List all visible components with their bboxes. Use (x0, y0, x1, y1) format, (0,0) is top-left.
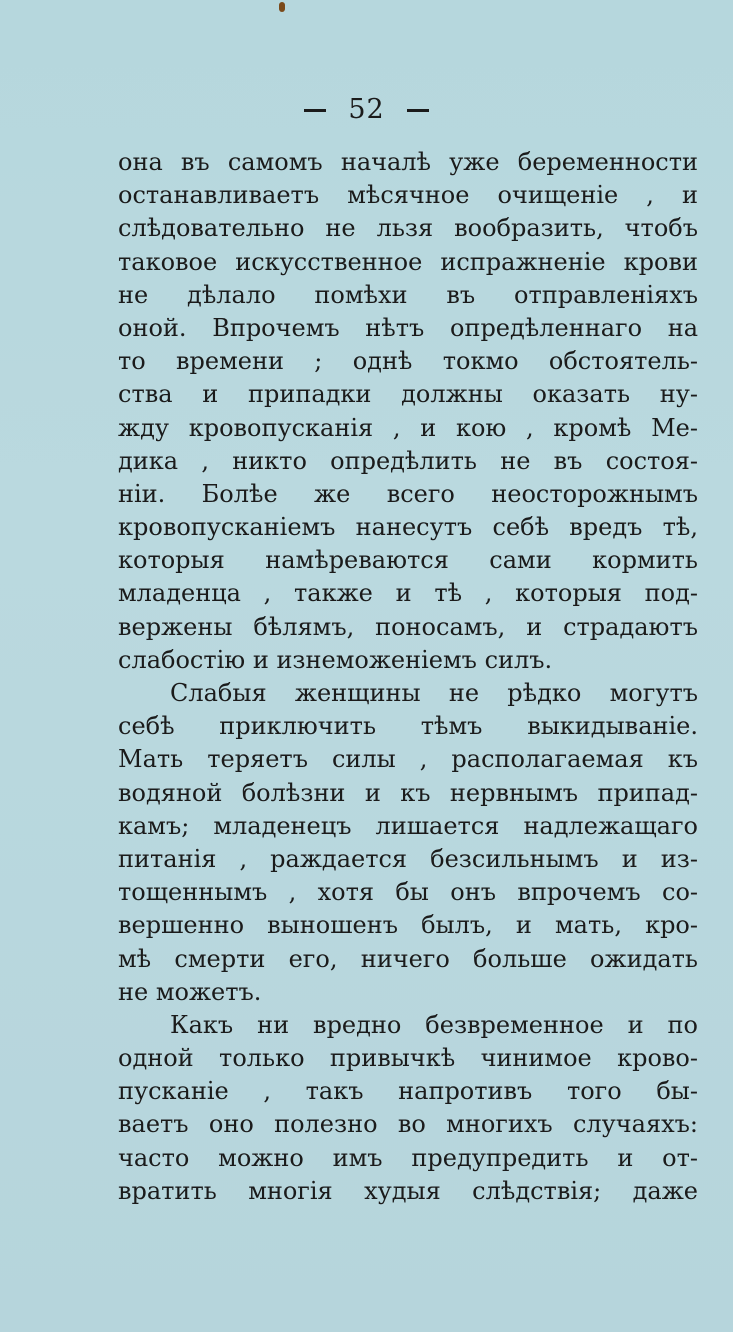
text-line: камъ; младенецъ лишается надлежащаго (118, 811, 698, 840)
text-line: вершенно выношенъ былъ, и мать, кро- (118, 911, 698, 940)
text-line: одной только привычкѣ чинимое крово- (118, 1044, 698, 1073)
text-line: жду кровопусканія , и кою , кромѣ Ме- (118, 413, 698, 442)
text-line: водяной болѣзни и къ нервнымъ припад- (118, 778, 698, 807)
text-line: часто можно имъ предупредить и от- (118, 1143, 698, 1172)
text-line: слѣдовательно не льзя вообразить, чтобъ (118, 214, 698, 243)
text-line: Какъ ни вредно безвременное и по (170, 1010, 698, 1039)
text-line: таковое искусственное испражненіе крови (118, 247, 698, 276)
text-line: мѣ смерти его, ничего больше ожидать (118, 944, 698, 973)
ink-speck (279, 2, 285, 12)
text-line: ніи. Болѣе же всего неосторожнымъ (118, 479, 698, 508)
text-line: то времени ; однѣ токмо обстоятель- (118, 347, 698, 376)
text-line: вратить многія худыя слѣдствія; даже (118, 1176, 698, 1205)
page-number: 52 (348, 94, 385, 125)
text-line: она въ самомъ началѣ уже беременности (118, 148, 698, 176)
paragraph (118, 146, 698, 677)
text-line: которыя намѣреваются сами кормить (118, 546, 698, 575)
text-line: слабостію и изнеможеніемъ силъ. (118, 645, 553, 674)
paragraph (118, 1009, 698, 1208)
text-line: тощеннымъ , хотя бы онъ впрочемъ со- (118, 878, 698, 907)
text-line: не можетъ. (118, 977, 262, 1006)
text-line: Мать теряетъ силы , располагаемая къ (118, 745, 698, 774)
text-line: себѣ приключить тѣмъ выкидываніе. (118, 712, 698, 741)
text-line: Слабыя женщины не рѣдко могутъ (170, 679, 698, 707)
body-text (118, 146, 698, 1208)
text-line: дика , никто опредѣлить не въ состоя- (118, 446, 698, 475)
text-line: оной. Впрочемъ нѣтъ опредѣленнаго на (118, 313, 698, 342)
text-line: вержены бѣлямъ, поносамъ, и страдаютъ (118, 612, 698, 641)
paragraph (118, 677, 698, 1009)
header-dash-left (304, 109, 326, 112)
text-line: пусканіе , такъ напротивъ того бы- (118, 1077, 698, 1106)
text-line: младенца , также и тѣ , которыя под- (118, 579, 698, 608)
page-header (0, 94, 733, 125)
text-line: останавливаетъ мѣсячное очищеніе , и (118, 181, 698, 210)
text-line: кровопусканіемъ нанесутъ себѣ вредъ тѣ, (118, 513, 698, 542)
text-line: не дѣлало помѣхи въ отправленіяхъ (118, 280, 698, 309)
header-dash-right (407, 109, 429, 112)
text-line: ства и припадки должны оказать ну- (118, 380, 698, 409)
text-line: ваетъ оно полезно во многихъ случаяхъ: (118, 1110, 698, 1139)
text-line: питанія , раждается безсильнымъ и из- (118, 844, 698, 873)
